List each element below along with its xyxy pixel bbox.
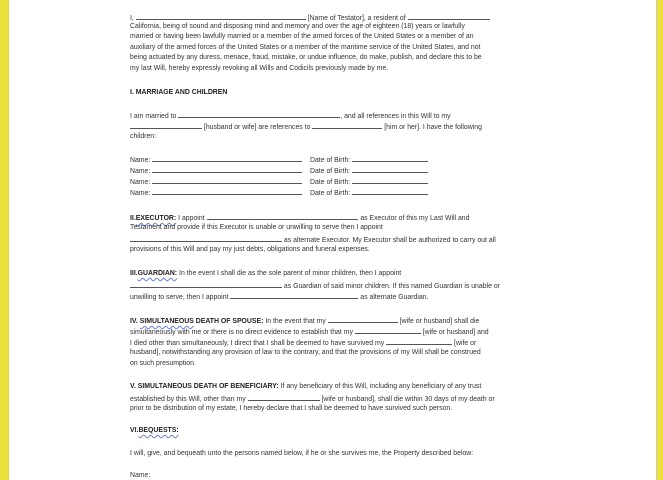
child-dob-blank[interactable] [352, 165, 428, 173]
spouse-death-text-1: In the event that my [265, 318, 326, 325]
spouse-death-text-3: simultaneously with me or there is no direct evidence to establish that my [130, 329, 353, 336]
section-3-line-3 [130, 291, 646, 302]
section-6-heading-line [130, 426, 646, 435]
spouse-death-text-6: [wife or [454, 340, 477, 347]
section-3-number: III. [130, 270, 138, 277]
section-1-line-3: children: [130, 133, 157, 140]
section-4-line-5: on such presumption. [130, 360, 196, 367]
intro-line-3: married or having been lawfully married or a member of the armed forces of the United States or a member of an [130, 33, 474, 40]
intro-line-2: California, being of sound and disposing mind and memory and over the age of eighteen (18) years or lawfully [130, 23, 465, 30]
intro-line-5: being actuated by any duress, menace, fraud, mistake, or undue influence, do make, publish, and declare this to be [130, 54, 482, 61]
child-dob-label: Date of Birth: [310, 190, 351, 197]
section-4-number: IV. [130, 318, 138, 325]
section-4-line-2 [130, 326, 646, 337]
child-name-blank[interactable] [152, 187, 302, 195]
child-name-label: Name: [130, 157, 151, 164]
spouse-ref-name-blank[interactable] [312, 121, 382, 129]
section-2-line-1 [130, 212, 646, 223]
section-4-line-4: husband], notwithstanding any provision of law to the contrary, and that the provisions of my Will shall be construed [130, 349, 481, 356]
child-name-blank[interactable] [152, 176, 302, 184]
section-4-line-1 [130, 315, 646, 326]
child-dob-label: Date of Birth: [310, 157, 351, 164]
child-dob [310, 165, 428, 176]
alternate-executor-text: as alternate Executor. My Executor shall be authorized to carry out all [283, 237, 496, 244]
husband-wife-text: [husband or wife] are references to [203, 124, 311, 131]
section-5-line-1 [130, 382, 646, 391]
spouse-death-text-5: I died other than simultaneously, I direct that I shall be deemed to have survived my [130, 340, 385, 347]
intro-line-4: auxiliary of the armed forces of the United States or a member of the maritime service of the United States, and not [130, 44, 481, 51]
child-dob-blank[interactable] [352, 176, 428, 184]
executor-name-blank[interactable] [207, 212, 357, 220]
guardian-name-blank[interactable] [130, 280, 282, 288]
guardian-text-2: as Guardian of said minor children. If this named Guardian is unable or [283, 283, 500, 290]
beneficiary-text-3: [wife or husband], shall die within 30 days of my death or [321, 396, 495, 403]
section-1-line-2 [130, 121, 646, 132]
executor-text: , as Executor of this my Last Will and [356, 215, 470, 222]
section-6-line-2 [130, 471, 646, 480]
section-4-line-3 [130, 337, 646, 348]
spouse-blank-2[interactable] [355, 326, 421, 334]
child-row [130, 154, 646, 165]
spouse-blank-3[interactable] [386, 337, 452, 345]
child-dob-blank[interactable] [352, 154, 428, 162]
will-document-page [8, 0, 657, 480]
beneficiary-spouse-blank[interactable] [248, 393, 320, 401]
alternate-executor-blank[interactable] [130, 234, 282, 242]
section-6-line-1: I will, give, and bequeath unto the persons named below, if he or she survives me, the Property described below: [130, 450, 474, 457]
child-name-label: Name: [130, 190, 151, 197]
intro-text-i: I, [130, 15, 134, 22]
section-6-number: VI. [130, 427, 139, 434]
spouse-death-text-2: [wife or husband] shall die [399, 318, 480, 325]
child-row [130, 165, 646, 176]
section-5-line-3: prior to be distribution of my estate, I hereby declare that I shall be deemed to have survived such person. [130, 405, 453, 412]
section-1-heading: I. MARRIAGE AND CHILDREN [130, 89, 228, 96]
child-dob [310, 187, 428, 198]
section-3-line-2 [130, 280, 646, 291]
section-2-line-3 [130, 234, 646, 245]
alternate-guardian-blank[interactable] [230, 291, 358, 299]
guardian-text-1: In the event I shall die as the sole parent of minor children, then I appoint [179, 270, 402, 277]
married-to-text: I am married to [130, 113, 177, 120]
appoint-text: I appoint [178, 215, 205, 222]
alternate-guardian-text: as alternate Guardian. [360, 294, 429, 301]
child-dob [310, 176, 428, 187]
child-dob-label: Date of Birth: [310, 168, 351, 175]
bequests-heading: BEQUESTS: [138, 427, 179, 434]
him-her-text: [him or her]. I have the following [384, 124, 482, 131]
child-row [130, 176, 646, 187]
testator-name-blank[interactable] [136, 12, 306, 20]
executor-heading: EXECUTOR: [135, 215, 177, 222]
spouse-blank-1[interactable] [328, 315, 398, 323]
child-name-blank[interactable] [152, 165, 302, 173]
residence-blank[interactable] [408, 12, 490, 20]
section-3-line-1 [130, 269, 646, 278]
section-1-line-1 [130, 110, 646, 121]
spouse-ref-blank[interactable] [130, 121, 202, 129]
beneficiary-text-1: If any beneficiary of this Will, including any beneficiary of any trust [280, 383, 482, 390]
intro-line-6: my last Will, hereby expressly revoking all Wills and Codicils previously made by me. [130, 65, 389, 72]
bequest-name-label: Name: [130, 472, 151, 479]
child-row [130, 187, 646, 198]
simultaneous-heading: SIMULTANEOUS [139, 318, 194, 325]
child-dob-label: Date of Birth: [310, 179, 351, 186]
child-dob [310, 154, 428, 165]
guardian-heading: GUARDIAN: [137, 270, 178, 277]
child-name-label: Name: [130, 168, 151, 175]
spouse-death-text-4: [wife or husband] and [422, 329, 489, 336]
child-name-label: Name: [130, 179, 151, 186]
section-5-line-2 [130, 393, 646, 404]
guardian-text-3: unwilling to serve, then I appoint [130, 294, 229, 301]
section-2-number: II. [130, 215, 136, 222]
section-2-line-2: Testament and provide if this Executor is unable or unwilling to serve then I appoint [130, 224, 383, 231]
child-name-blank[interactable] [152, 154, 302, 162]
child-dob-blank[interactable] [352, 187, 428, 195]
section-2-line-4: provisions of this Will and pay my just debts, obligations and funeral expenses. [130, 246, 370, 253]
beneficiary-text-2: established by this Will, other than my [130, 396, 246, 403]
references-text: , and all references in this Will to my [340, 113, 451, 120]
intro-text-resident: [Name of Testator], a resident of [307, 15, 406, 22]
death-of-spouse-heading: DEATH OF SPOUSE: [193, 318, 264, 325]
section-5-heading: V. SIMULTANEOUS DEATH OF BENEFICIARY: [130, 383, 279, 390]
spouse-name-blank[interactable] [178, 110, 340, 118]
